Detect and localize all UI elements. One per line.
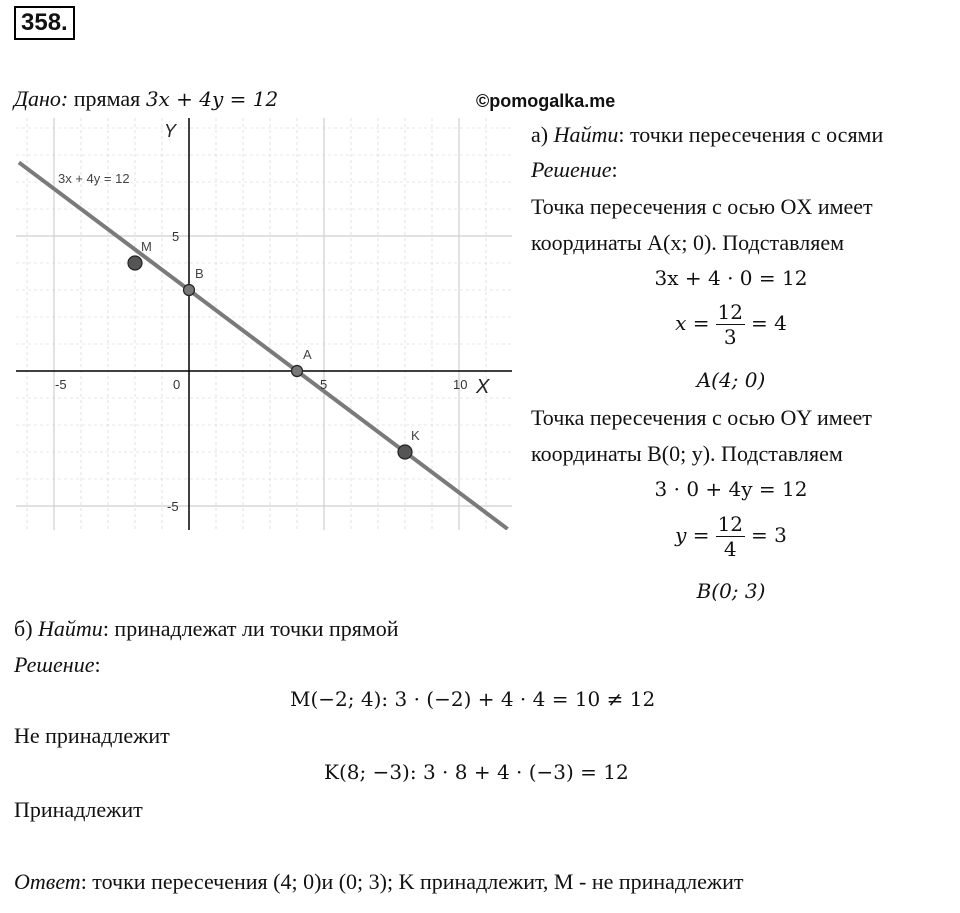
x-tick-label: 5 bbox=[320, 377, 328, 392]
given-equation: 3x + 4y = 12 bbox=[145, 87, 279, 111]
y-tick-label: 5 bbox=[172, 229, 180, 244]
oy-frac-lhs: y = bbox=[675, 523, 710, 547]
part-a-prefix: а) bbox=[531, 122, 549, 147]
ox-fraction bbox=[716, 300, 745, 349]
ox-equation: 3x + 4 · 0 = 12 bbox=[654, 266, 808, 290]
line-label: 3x + 4y = 12 bbox=[58, 171, 130, 186]
ox-frac-rhs: = 4 bbox=[751, 311, 787, 335]
coordinate-graph bbox=[16, 118, 512, 530]
part-b-solution-colon: : bbox=[94, 652, 101, 677]
point-label-b: B bbox=[195, 266, 204, 281]
oy-text-line-2: координаты B(0; y). Подставляем bbox=[531, 441, 843, 466]
part-b-find bbox=[14, 616, 399, 642]
x-tick-label: 0 bbox=[173, 377, 181, 392]
part-a-solution-colon: : bbox=[611, 157, 618, 182]
fraction-numerator: 12 bbox=[717, 512, 744, 536]
k-check: K(8; −3): 3 · 8 + 4 · (−3) = 12 bbox=[324, 760, 629, 784]
given-line bbox=[14, 86, 278, 112]
y-tick-label: -5 bbox=[167, 499, 179, 514]
y-axis-label: Y bbox=[164, 121, 177, 141]
part-a-solution-label: Решение bbox=[531, 157, 612, 182]
part-a-find bbox=[531, 122, 883, 148]
m-verdict: Не принадлежит bbox=[14, 723, 170, 748]
fraction-numerator: 12 bbox=[717, 300, 743, 324]
oy-fraction bbox=[716, 512, 745, 561]
point-label-m: M bbox=[141, 239, 152, 254]
ox-fraction-line bbox=[531, 300, 931, 349]
part-b-solution-label: Решение bbox=[14, 652, 95, 677]
given-label: Дано: bbox=[14, 86, 69, 111]
x-axis-label: X bbox=[476, 376, 490, 398]
problem-number: 358. bbox=[14, 6, 75, 40]
oy-frac-rhs: = 3 bbox=[751, 523, 787, 547]
given-text: прямая bbox=[73, 86, 141, 111]
watermark: ©pomogalka.me bbox=[476, 91, 616, 111]
part-b-solution bbox=[14, 652, 101, 678]
answer-line bbox=[14, 869, 743, 895]
point-b bbox=[184, 285, 195, 296]
part-b-find-label: Найти bbox=[38, 616, 103, 641]
point-m bbox=[128, 256, 142, 270]
fraction-denominator: 3 bbox=[723, 325, 737, 349]
point-label-k: K bbox=[411, 428, 420, 443]
part-b-find-text: : принадлежат ли точки прямой bbox=[102, 616, 399, 641]
oy-equation: 3 · 0 + 4y = 12 bbox=[654, 477, 808, 501]
answer-text: : точки пересечения (4; 0)и (0; 3); K принадлежит, M - не принадлежит bbox=[80, 869, 744, 894]
oy-fraction-line bbox=[531, 512, 931, 561]
x-tick-label: -5 bbox=[55, 377, 67, 392]
oy-result: B(0; 3) bbox=[696, 579, 766, 603]
x-tick-label: 10 bbox=[453, 377, 468, 392]
ox-text-line-1: Точка пересечения с осью OX имеет bbox=[531, 194, 873, 219]
oy-text-line-1: Точка пересечения с осью OY имеет bbox=[531, 405, 872, 430]
ox-result: A(4; 0) bbox=[696, 368, 766, 392]
part-a-find-label: Найти bbox=[553, 122, 619, 147]
answer-label: Ответ bbox=[14, 869, 81, 894]
k-verdict: Принадлежит bbox=[14, 797, 143, 822]
part-a-solution bbox=[531, 157, 618, 183]
fraction-denominator: 4 bbox=[723, 537, 737, 561]
ox-text-line-2: координаты A(x; 0). Подставляем bbox=[531, 230, 845, 255]
part-a-find-text: : точки пересечения с осями bbox=[618, 122, 884, 147]
points bbox=[128, 239, 420, 459]
line-3x-4y-12 bbox=[19, 162, 508, 529]
part-b-prefix: б) bbox=[14, 616, 33, 641]
ox-frac-lhs: x = bbox=[675, 311, 710, 335]
m-check: M(−2; 4): 3 · (−2) + 4 · 4 = 10 ≠ 12 bbox=[290, 687, 656, 711]
point-k bbox=[398, 445, 412, 459]
point-a bbox=[292, 366, 303, 377]
point-label-a: A bbox=[303, 347, 312, 362]
